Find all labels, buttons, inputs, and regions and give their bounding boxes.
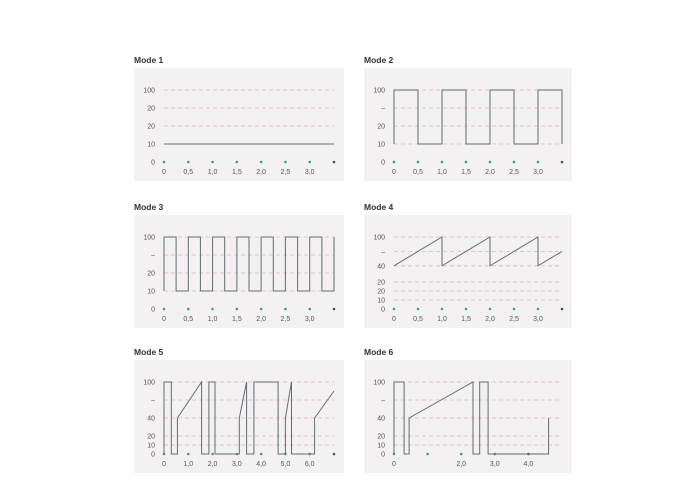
x-tick-label: 2,0	[485, 316, 495, 323]
axis-dot	[426, 453, 429, 456]
x-tick-label: 0	[392, 169, 396, 176]
axis-dot	[187, 453, 190, 456]
x-tick-label: 4,0	[523, 461, 534, 468]
y-tick-label: 10	[377, 442, 385, 450]
y-tick-label: 10	[377, 297, 385, 305]
y-tick-label: 0	[381, 306, 385, 314]
x-tick-label: 0	[162, 316, 166, 323]
x-tick-label: 1,5	[231, 316, 242, 323]
chart-title: Mode 3	[134, 202, 164, 212]
x-tick-label: 3,0	[533, 169, 543, 176]
y-tick-label: 40	[147, 415, 155, 423]
chart-svg	[364, 68, 572, 181]
x-tick-label: 2,0	[207, 461, 218, 468]
chart-area	[134, 215, 344, 328]
axis-dot	[513, 161, 516, 164]
x-tick-label: 0	[392, 461, 396, 468]
x-tick-label: 0,5	[413, 169, 423, 176]
chart-svg	[134, 68, 344, 181]
axis-dot	[393, 161, 396, 164]
y-tick-label: –	[381, 105, 385, 113]
x-tick-label: 5,0	[280, 461, 291, 468]
axis-dot	[211, 161, 214, 164]
y-tick-label: 20	[147, 270, 155, 278]
axis-dot	[537, 308, 540, 311]
axis-dot	[211, 453, 214, 456]
axis-dot	[417, 161, 420, 164]
y-tick-label: –	[151, 397, 155, 405]
axis-dot	[441, 161, 444, 164]
x-tick-label: 3,0	[533, 316, 543, 323]
x-tick-label: 6,0	[304, 461, 315, 468]
axis-dot	[513, 308, 516, 311]
chart-svg	[364, 215, 572, 328]
x-tick-label: 2,0	[256, 169, 267, 176]
x-tick-label: 1,5	[461, 169, 471, 176]
x-tick-label: 2,5	[280, 169, 291, 176]
y-tick-label: 100	[143, 234, 155, 242]
axis-dot	[260, 453, 263, 456]
y-tick-label: 100	[143, 87, 155, 95]
chart-title: Mode 4	[364, 202, 394, 212]
x-tick-label: 2,0	[256, 316, 267, 323]
y-tick-label: 100	[373, 87, 385, 95]
x-tick-label: 3,0	[304, 316, 315, 323]
y-tick-label: –	[151, 252, 155, 260]
y-tick-label: 100	[143, 379, 155, 387]
axis-dot	[308, 308, 311, 311]
y-tick-label: 20	[147, 433, 155, 441]
axis-dot	[260, 161, 263, 164]
axis-dot	[465, 161, 468, 164]
chart-svg	[364, 360, 572, 473]
axis-dot	[561, 308, 564, 311]
x-tick-label: 1,0	[207, 316, 218, 323]
x-tick-label: 0	[162, 169, 166, 176]
x-tick-label: 1,0	[183, 461, 194, 468]
axis-dot	[537, 161, 540, 164]
axis-dot	[460, 453, 463, 456]
chart-svg	[134, 215, 344, 328]
x-tick-label: 3,0	[489, 461, 500, 468]
axis-dot	[163, 308, 166, 311]
y-tick-label: 40	[377, 263, 385, 271]
y-tick-label: 40	[377, 415, 385, 423]
x-tick-label: 2,0	[456, 461, 467, 468]
axis-dot	[333, 161, 336, 164]
x-tick-label: 0,5	[183, 316, 194, 323]
x-tick-label: 0,5	[413, 316, 423, 323]
y-tick-label: –	[381, 397, 385, 405]
series-line	[164, 237, 334, 291]
axis-dot	[284, 161, 287, 164]
axis-dot	[187, 161, 190, 164]
x-tick-label: 1,5	[231, 169, 242, 176]
y-tick-label: 20	[377, 279, 385, 287]
chart-title: Mode 6	[364, 347, 394, 357]
y-tick-label: 0	[151, 306, 155, 314]
x-tick-label: 1,5	[461, 316, 471, 323]
y-tick-label: 10	[147, 141, 155, 149]
axis-dot	[236, 161, 239, 164]
axis-dot	[561, 161, 564, 164]
x-tick-label: 0	[392, 316, 396, 323]
y-tick-label: 0	[381, 451, 385, 459]
y-tick-label: 20	[377, 288, 385, 296]
axis-dot	[489, 308, 492, 311]
series-line	[394, 90, 562, 144]
axis-dot	[211, 308, 214, 311]
chart-area	[364, 68, 572, 181]
axis-dot	[187, 308, 190, 311]
y-tick-label: 20	[377, 123, 385, 131]
x-tick-label: 0	[162, 461, 166, 468]
x-tick-label: 2,5	[509, 316, 519, 323]
x-tick-label: 2,5	[280, 316, 291, 323]
chart-title: Mode 1	[134, 55, 164, 65]
y-tick-label: 20	[147, 105, 155, 113]
axis-dot	[284, 308, 287, 311]
y-tick-label: –	[381, 248, 385, 256]
y-tick-label: 10	[147, 442, 155, 450]
x-tick-label: 1,0	[207, 169, 218, 176]
x-tick-label: 4,0	[256, 461, 267, 468]
y-tick-label: 20	[377, 433, 385, 441]
axis-dot	[236, 308, 239, 311]
y-tick-label: 0	[151, 451, 155, 459]
x-tick-label: 2,0	[485, 169, 495, 176]
y-tick-label: 0	[381, 159, 385, 167]
chart-area	[364, 360, 572, 473]
axis-dot	[465, 308, 468, 311]
x-tick-label: 0,5	[183, 169, 194, 176]
y-tick-label: 20	[147, 123, 155, 131]
y-tick-label: 0	[151, 159, 155, 167]
chart-title: Mode 5	[134, 347, 164, 357]
x-tick-label: 3,0	[231, 461, 242, 468]
y-tick-label: 10	[377, 141, 385, 149]
x-tick-label: 3,0	[304, 169, 315, 176]
chart-area	[364, 215, 572, 328]
chart-title: Mode 2	[364, 55, 394, 65]
y-tick-label: 10	[147, 288, 155, 296]
axis-dot	[333, 308, 336, 311]
chart-area	[134, 360, 344, 473]
x-tick-label: 1,0	[437, 316, 447, 323]
axis-dot	[393, 308, 396, 311]
y-tick-label: 100	[373, 379, 385, 387]
axis-dot	[489, 161, 492, 164]
axis-dot	[417, 308, 420, 311]
axis-dot	[441, 308, 444, 311]
axis-dot	[308, 161, 311, 164]
x-tick-label: 2,5	[509, 169, 519, 176]
axis-dot	[333, 453, 336, 456]
y-tick-label: 100	[373, 234, 385, 242]
axis-dot	[260, 308, 263, 311]
x-tick-label: 1,0	[437, 169, 447, 176]
chart-svg	[134, 360, 344, 473]
chart-area	[134, 68, 344, 181]
axis-dot	[163, 161, 166, 164]
